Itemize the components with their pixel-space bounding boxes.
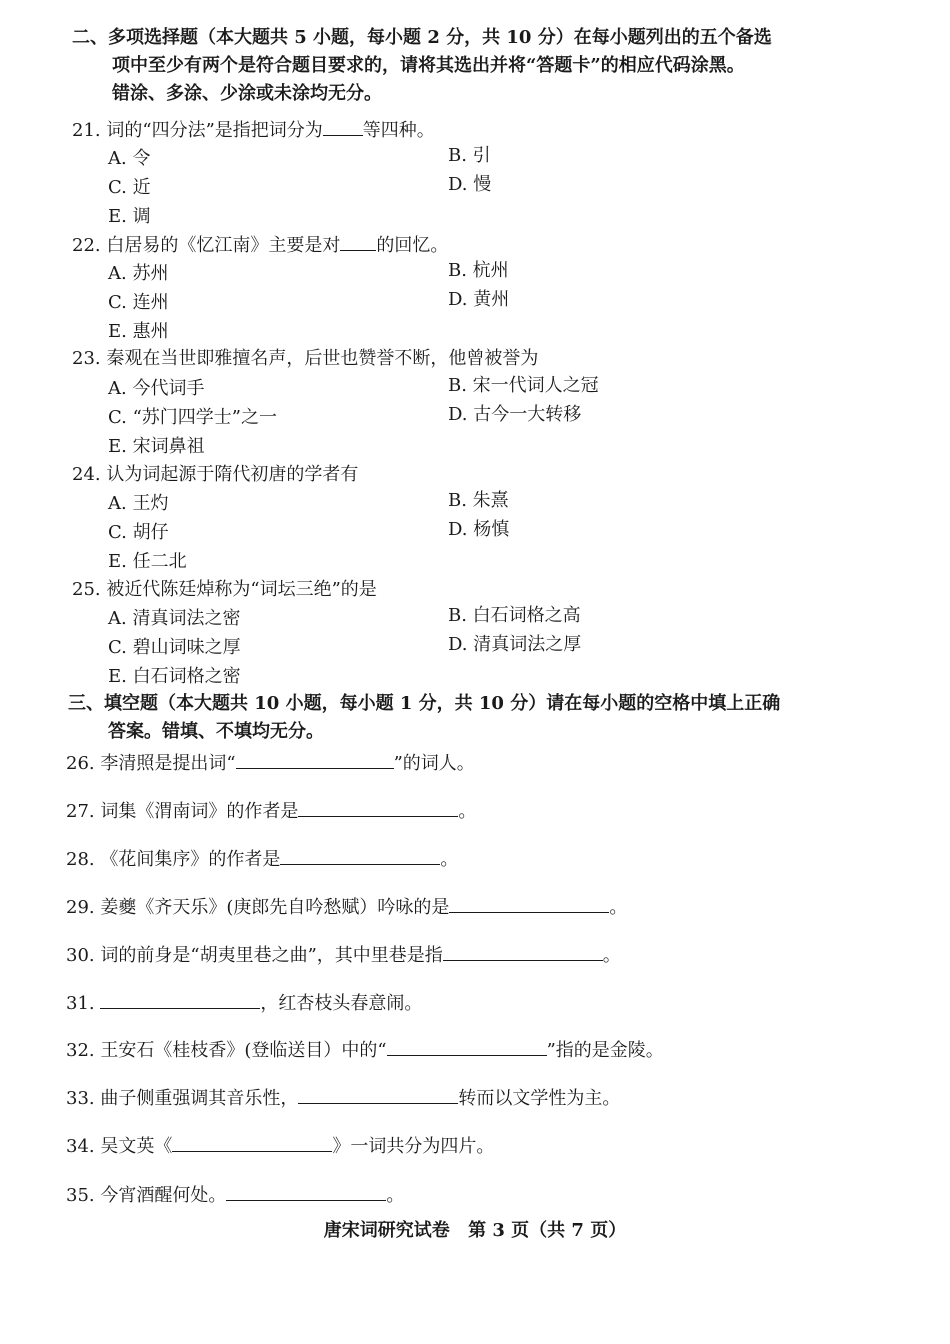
question-number: 31. <box>66 993 95 1014</box>
section-2-heading <box>72 24 852 108</box>
option-e: E. 宋词鼻祖 <box>108 436 205 457</box>
section-3-line-1: 三、填空题（本大题共 10 小题，每小题 1 分，共 10 分）请在每小题的空格中填上正确 <box>68 693 781 714</box>
question-number: 33. <box>66 1088 95 1109</box>
question-text-end: 等四种。 <box>362 120 435 141</box>
option-b: B. 朱熹 <box>448 490 509 511</box>
question-number: 24. <box>72 464 101 485</box>
question-text: 词的“四分法”是指把词分为 <box>106 120 323 141</box>
answer-blank <box>236 750 394 769</box>
question-text: 词集《渭南词》的作者是 <box>100 801 299 822</box>
question-22 <box>72 232 448 259</box>
answer-blank <box>298 1085 458 1104</box>
question-text: 白居易的《忆江南》主要是对 <box>106 235 341 256</box>
option-a: A. 清真词法之密 <box>108 608 241 629</box>
question-text: 秦观在当世即雅擅名声，后世也赞誉不断，他曾被誉为 <box>106 348 539 369</box>
question-number: 34. <box>66 1136 95 1157</box>
option-d: D. 清真词法之厚 <box>448 634 582 655</box>
question-26 <box>66 750 475 777</box>
question-text-end: 。 <box>386 1185 405 1206</box>
question-number: 25. <box>72 579 101 600</box>
question-33 <box>66 1085 620 1112</box>
question-24 <box>72 462 358 488</box>
question-text: 曲子侧重强调其音乐性， <box>100 1088 299 1109</box>
answer-blank <box>449 894 609 913</box>
page-footer <box>0 1216 950 1242</box>
question-25 <box>72 577 377 603</box>
question-text-end: ，红杏枝头春意闹。 <box>260 993 423 1014</box>
question-text: 姜夔《齐天乐》(庚郎先自吟愁赋）吟咏的是 <box>100 897 450 918</box>
answer-blank <box>340 232 376 251</box>
question-31 <box>66 990 422 1017</box>
option-d: D. 慢 <box>448 174 492 195</box>
answer-blank <box>280 846 440 865</box>
section-2-line-1: 二、多项选择题（本大题共 5 小题，每小题 2 分，共 10 分）在每小题列出的五个备选 <box>72 27 772 48</box>
answer-blank <box>323 117 363 136</box>
section-2-line-2: 项中至少有两个是符合题目要求的，请将其选出并将“答题卡”的相应代码涂黑。 <box>112 55 745 76</box>
question-23 <box>72 346 538 372</box>
option-d: D. 黄州 <box>448 289 510 310</box>
option-b: B. 宋一代词人之冠 <box>448 375 599 396</box>
question-number: 27. <box>66 801 95 822</box>
option-b: B. 引 <box>448 145 491 166</box>
page-number: 第 3 页（共 7 页） <box>468 1220 627 1241</box>
option-c: C. “苏门四学士”之一 <box>108 407 277 428</box>
question-number: 32. <box>66 1040 95 1061</box>
question-34 <box>66 1133 494 1160</box>
question-32 <box>66 1037 664 1064</box>
question-27 <box>66 798 476 825</box>
question-number: 22. <box>72 235 101 256</box>
option-b: B. 杭州 <box>448 260 509 281</box>
question-text-end: 的回忆。 <box>376 235 449 256</box>
option-e: E. 白石词格之密 <box>108 666 241 687</box>
section-2-line-3: 错涂、多涂、少涂或未涂均无分。 <box>112 83 382 104</box>
question-text-end: 》一词共分为四片。 <box>332 1136 495 1157</box>
section-3-line-2: 答案。错填、不填均无分。 <box>108 721 324 742</box>
question-number: 29. <box>66 897 95 918</box>
option-c: C. 连州 <box>108 292 169 313</box>
option-a: A. 今代词手 <box>108 378 205 399</box>
option-c: C. 胡仔 <box>108 522 169 543</box>
option-c: C. 近 <box>108 177 151 198</box>
question-text-end: ”的词人。 <box>393 753 475 774</box>
question-35 <box>66 1182 404 1209</box>
question-text-end: 。 <box>602 945 621 966</box>
question-text: 李清照是提出词“ <box>100 753 236 774</box>
option-e: E. 惠州 <box>108 321 169 342</box>
option-d: D. 古今一大转移 <box>448 404 582 425</box>
question-29 <box>66 894 627 921</box>
question-21 <box>72 117 435 144</box>
question-text-end: 转而以文学性为主。 <box>458 1088 621 1109</box>
question-text-end: 。 <box>458 801 477 822</box>
question-number: 26. <box>66 753 95 774</box>
question-text: 吴文英《 <box>100 1136 173 1157</box>
question-number: 21. <box>72 120 101 141</box>
question-number: 23. <box>72 348 101 369</box>
option-a: A. 王灼 <box>108 493 169 514</box>
question-text-end: 。 <box>609 897 628 918</box>
option-d: D. 杨慎 <box>448 519 510 540</box>
question-number: 35. <box>66 1185 95 1206</box>
question-text-end: 。 <box>440 849 459 870</box>
option-a: A. 令 <box>108 148 151 169</box>
question-text: 今宵酒醒何处。 <box>100 1185 227 1206</box>
question-number: 28. <box>66 849 95 870</box>
question-text: 被近代陈廷焯称为“词坛三绝”的是 <box>106 579 377 600</box>
section-3-heading <box>68 690 848 746</box>
answer-blank <box>443 942 603 961</box>
answer-blank <box>226 1182 386 1201</box>
option-c: C. 碧山词味之厚 <box>108 637 241 658</box>
question-text: 认为词起源于隋代初唐的学者有 <box>106 464 359 485</box>
option-e: E. 任二北 <box>108 551 187 572</box>
question-text: 词的前身是“胡夷里巷之曲”，其中里巷是指 <box>100 945 443 966</box>
answer-blank <box>172 1133 332 1152</box>
answer-blank <box>100 990 260 1009</box>
question-text: 《花间集序》的作者是 <box>100 849 281 870</box>
question-28 <box>66 846 458 873</box>
option-a: A. 苏州 <box>108 263 169 284</box>
answer-blank <box>298 798 458 817</box>
question-number: 30. <box>66 945 95 966</box>
answer-blank <box>387 1037 547 1056</box>
question-30 <box>66 942 621 969</box>
exam-title: 唐宋词研究试卷 <box>323 1220 450 1241</box>
question-text: 王安石《桂枝香》(登临送目）中的“ <box>100 1040 387 1061</box>
question-text-end: ”指的是金陵。 <box>546 1040 664 1061</box>
option-b: B. 白石词格之高 <box>448 605 581 626</box>
option-e: E. 调 <box>108 206 151 227</box>
